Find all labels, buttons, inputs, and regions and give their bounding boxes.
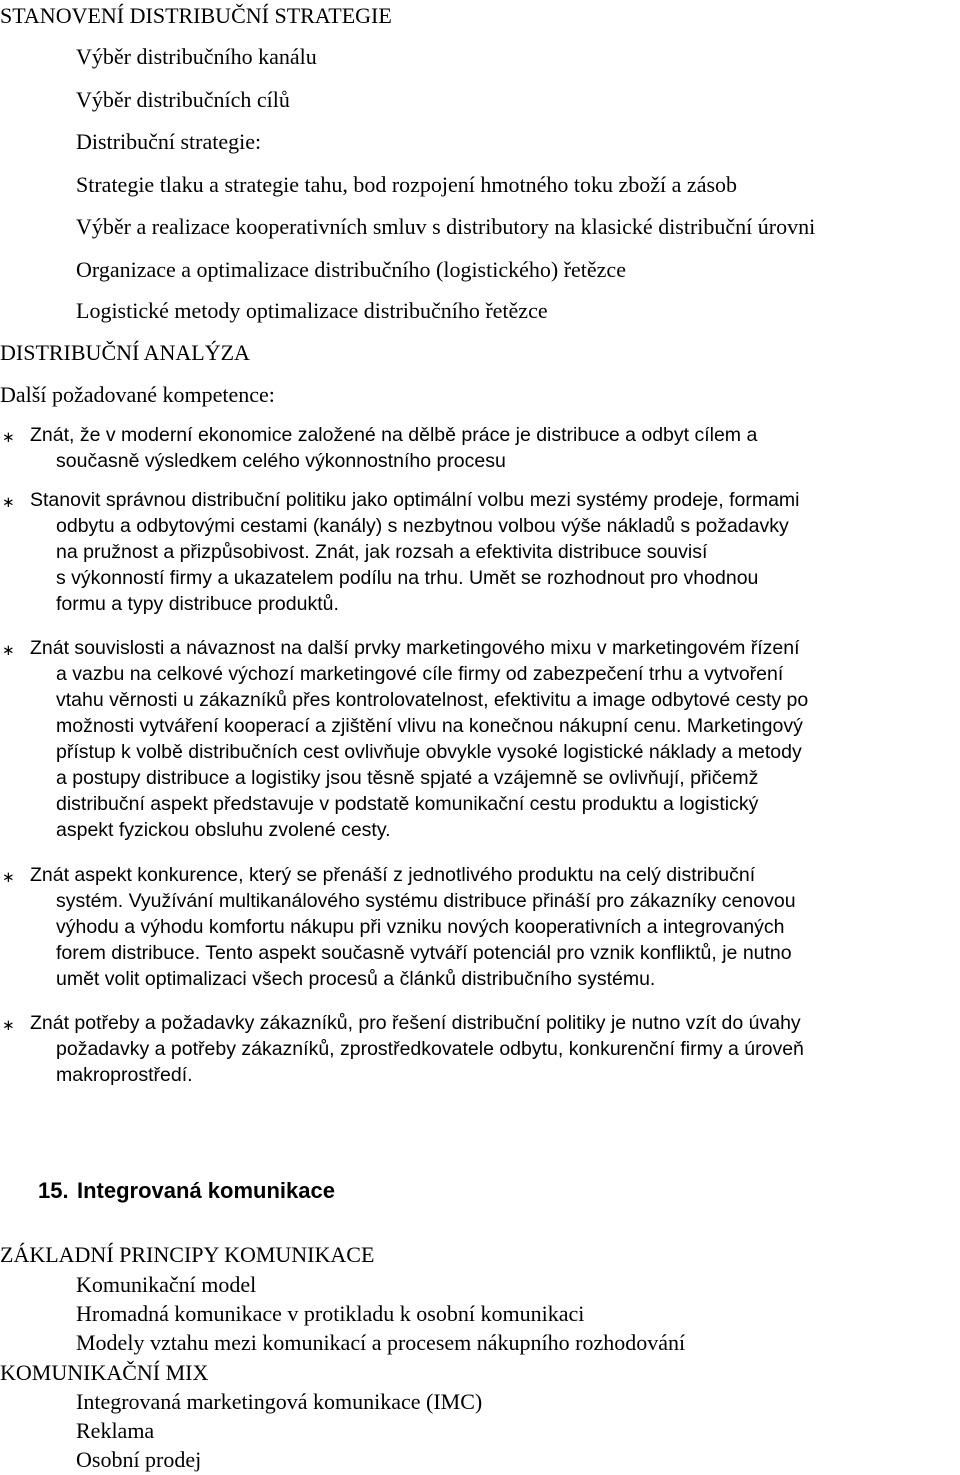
paragraph-line: systém. Využívání multikanálového systému distribuce přináší pro zákazníky cenovou bbox=[56, 890, 796, 912]
section-heading-distribution-analysis: DISTRIBUČNÍ ANALÝZA bbox=[0, 340, 250, 365]
paragraph-line: formu a typy distribuce produktů. bbox=[56, 593, 339, 615]
list-item: Logistické metody optimalizace distribučního řetězce bbox=[76, 298, 548, 323]
paragraph-line: požadavky a potřeby zákazníků, zprostředkovatele odbytu, konkurenční firmy a úroveň bbox=[56, 1038, 804, 1060]
list-item: Strategie tlaku a strategie tahu, bod rozpojení hmotného toku zboží a zásob bbox=[76, 172, 738, 197]
competence-paragraph bbox=[30, 862, 960, 992]
list-item: Modely vztahu mezi komunikací a procesem nákupního rozhodování bbox=[76, 1330, 686, 1355]
paragraph-line: a vazbu na celkové výchozí marketingové cíle firmy od zabezpečení trhu a vytvoření bbox=[56, 663, 784, 685]
paragraph-line: na pružnost a přizpůsobivost. Znát, jak rozsah a efektivita distribuce souvisí bbox=[56, 541, 708, 563]
asterisk-bullet-icon: ∗ bbox=[2, 868, 15, 886]
paragraph-line: vtahu věrnosti u zákazníků přes kontrolovatelnost, efektivitu a image odbytové cesty po bbox=[56, 689, 809, 711]
paragraph-line: Znát aspekt konkurence, který se přenáší z jednotlivého produktu na celý distribuční bbox=[30, 864, 756, 886]
asterisk-bullet-icon: ∗ bbox=[2, 428, 15, 446]
competence-paragraph bbox=[30, 635, 960, 843]
list-item: Výběr distribučních cílů bbox=[76, 87, 290, 112]
paragraph-line: s výkonností firmy a ukazatelem podílu na trhu. Umět se rozhodnout pro vhodnou bbox=[56, 567, 759, 589]
paragraph-line: odbytu a odbytovými cestami (kanály) s nezbytnou volbou výše nákladů s požadavky bbox=[56, 515, 789, 537]
list-item: Komunikační model bbox=[76, 1272, 257, 1297]
paragraph-line: distribuční aspekt představuje v podstatě komunikační cestu produktu a logistický bbox=[56, 793, 759, 815]
paragraph-line: makroprostředí. bbox=[56, 1064, 193, 1086]
paragraph-line: aspekt fyzickou obsluhu zvolené cesty. bbox=[56, 819, 391, 841]
list-item: Osobní prodej bbox=[76, 1447, 202, 1472]
paragraph-line: současně výsledkem celého výkonnostního procesu bbox=[56, 450, 506, 472]
list-item: Integrovaná marketingová komunikace (IMC) bbox=[76, 1389, 483, 1414]
competence-paragraph bbox=[30, 1010, 960, 1088]
paragraph-line: Stanovit správnou distribuční politiku jako optimální volbu mezi systémy prodeje, formami bbox=[30, 489, 800, 511]
list-item: Hromadná komunikace v protikladu k osobní komunikaci bbox=[76, 1301, 585, 1326]
list-item: Reklama bbox=[76, 1418, 155, 1443]
section-heading-communication-principles: ZÁKLADNÍ PRINCIPY KOMUNIKACE bbox=[0, 1242, 375, 1267]
asterisk-bullet-icon: ∗ bbox=[2, 493, 15, 511]
paragraph-line: Znát, že v moderní ekonomice založené na dělbě práce je distribuce a odbyt cílem a bbox=[30, 424, 758, 446]
paragraph-line: přístup k volbě distribučních cest ovlivňuje obvykle vysoké logistické náklady a metody bbox=[56, 741, 802, 763]
paragraph-line: výhodu a výhodu komfortu nákupu při vzniku nových kooperativních a integrovaných bbox=[56, 916, 785, 938]
paragraph-line: umět volit optimalizaci všech procesů a článků distribučního systému. bbox=[56, 968, 656, 990]
list-item: Výběr a realizace kooperativních smluv s distributory na klasické distribuční úrovni bbox=[76, 214, 816, 239]
section-subtitle: Další požadované kompetence: bbox=[0, 382, 275, 407]
paragraph-line: Znát potřeby a požadavky zákazníků, pro řešení distribuční politiky je nutno vzít do úvahy bbox=[30, 1012, 801, 1034]
list-item: Organizace a optimalizace distribučního (logistického) řetězce bbox=[76, 257, 626, 282]
paragraph-line: forem distribuce. Tento aspekt současně vytváří potenciál pro vznik konfliktů, je nutno bbox=[56, 942, 792, 964]
chapter-number: 15. bbox=[38, 1178, 69, 1203]
asterisk-bullet-icon: ∗ bbox=[2, 1016, 15, 1034]
section-heading-communication-mix: KOMUNIKAČNÍ MIX bbox=[0, 1360, 209, 1385]
paragraph-line: a postupy distribuce a logistiky jsou těsně spjaté a vzájemně se ovlivňují, přičemž bbox=[56, 767, 759, 789]
section-heading-distribution-strategy: STANOVENÍ DISTRIBUČNÍ STRATEGIE bbox=[0, 3, 392, 28]
competence-paragraph bbox=[30, 422, 960, 474]
paragraph-line: Znát souvislosti a návaznost na další prvky marketingového mixu v marketingovém řízení bbox=[30, 637, 800, 659]
chapter-title: Integrovaná komunikace bbox=[77, 1178, 335, 1203]
competence-paragraph bbox=[30, 487, 960, 617]
list-item: Výběr distribučního kanálu bbox=[76, 44, 317, 69]
list-item: Distribuční strategie: bbox=[76, 129, 262, 154]
asterisk-bullet-icon: ∗ bbox=[2, 641, 15, 659]
paragraph-line: možnosti vytváření kooperací a zjištění vlivu na konečnou nákupní cenu. Marketingový bbox=[56, 715, 803, 737]
